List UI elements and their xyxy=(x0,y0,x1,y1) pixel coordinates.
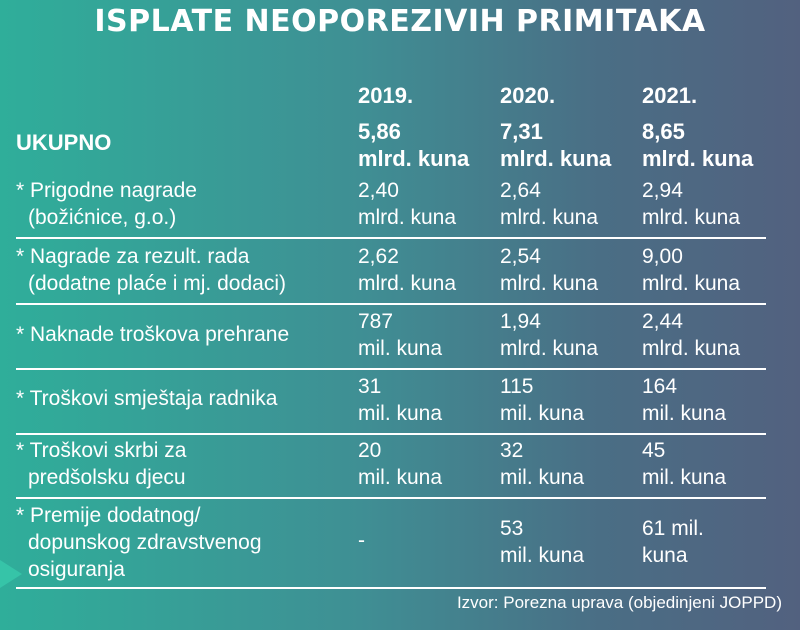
total-unit: mlrd. kuna xyxy=(500,146,612,171)
cell-2021: 164 mil. kuna xyxy=(642,375,727,425)
cell-2020: 53 mil. kuna xyxy=(500,517,585,567)
year-header-2019: 2019. xyxy=(358,83,414,108)
row-divider xyxy=(16,497,766,499)
cell-2021: 45 mil. kuna xyxy=(642,439,727,489)
total-value-2020 xyxy=(500,118,611,172)
total-amount: 7,31 xyxy=(500,119,543,144)
row-label: * Naknade troškova prehrane xyxy=(16,323,290,346)
year-header-2020: 2020. xyxy=(500,83,556,108)
row-label: * Troškovi skrbi za predšolsku djecu xyxy=(16,439,187,489)
total-amount: 8,65 xyxy=(642,119,685,144)
total-label: UKUPNO xyxy=(16,130,112,155)
cell-2019: 20 mil. kuna xyxy=(358,439,443,489)
row-label: * Troškovi smještaja radnika xyxy=(16,387,278,410)
cell-2019: - xyxy=(358,529,365,552)
row-divider xyxy=(16,237,766,239)
cell-2020: 1,94 mlrd. kuna xyxy=(500,310,599,360)
total-unit: mlrd. kuna xyxy=(358,146,470,171)
row-divider xyxy=(16,433,766,435)
total-unit: mlrd. kuna xyxy=(642,146,754,171)
cell-2021: 2,44 mlrd. kuna xyxy=(642,310,741,360)
decorative-triangle xyxy=(0,560,22,588)
cell-2021: 61 mil. kuna xyxy=(642,517,704,567)
cell-2019: 31 mil. kuna xyxy=(358,375,443,425)
row-label: * Prigodne nagrade (božićnice, g.o.) xyxy=(16,179,197,229)
row-label: * Premije dodatnog/ dopunskog zdravstvenog osiguranja xyxy=(16,504,262,581)
row-label: * Nagrade za rezult. rada (dodatne plaće i mj. dodaci) xyxy=(16,245,286,295)
cell-2019: 787 mil. kuna xyxy=(358,310,443,360)
row-divider xyxy=(16,303,766,305)
cell-2020: 32 mil. kuna xyxy=(500,439,585,489)
table-title: ISPLATE NEOPOREZIVIH PRIMITAKA xyxy=(94,4,706,39)
cell-2020: 115 mil. kuna xyxy=(500,375,585,425)
source-note: Izvor: Porezna uprava (objedinjeni JOPPD) xyxy=(456,593,782,612)
cell-2020: 2,64 mlrd. kuna xyxy=(500,179,599,229)
total-value-2021 xyxy=(642,118,753,172)
total-amount: 5,86 xyxy=(358,119,401,144)
cell-2021: 9,00 mlrd. kuna xyxy=(642,245,741,295)
total-value-2019 xyxy=(358,118,469,172)
cell-2019: 2,40 mlrd. kuna xyxy=(358,179,457,229)
cell-2021: 2,94 mlrd. kuna xyxy=(642,179,741,229)
cell-2020: 2,54 mlrd. kuna xyxy=(500,245,599,295)
cell-2019: 2,62 mlrd. kuna xyxy=(358,245,457,295)
row-divider xyxy=(16,587,766,589)
year-header-2021: 2021. xyxy=(642,83,698,108)
row-divider xyxy=(16,368,766,370)
